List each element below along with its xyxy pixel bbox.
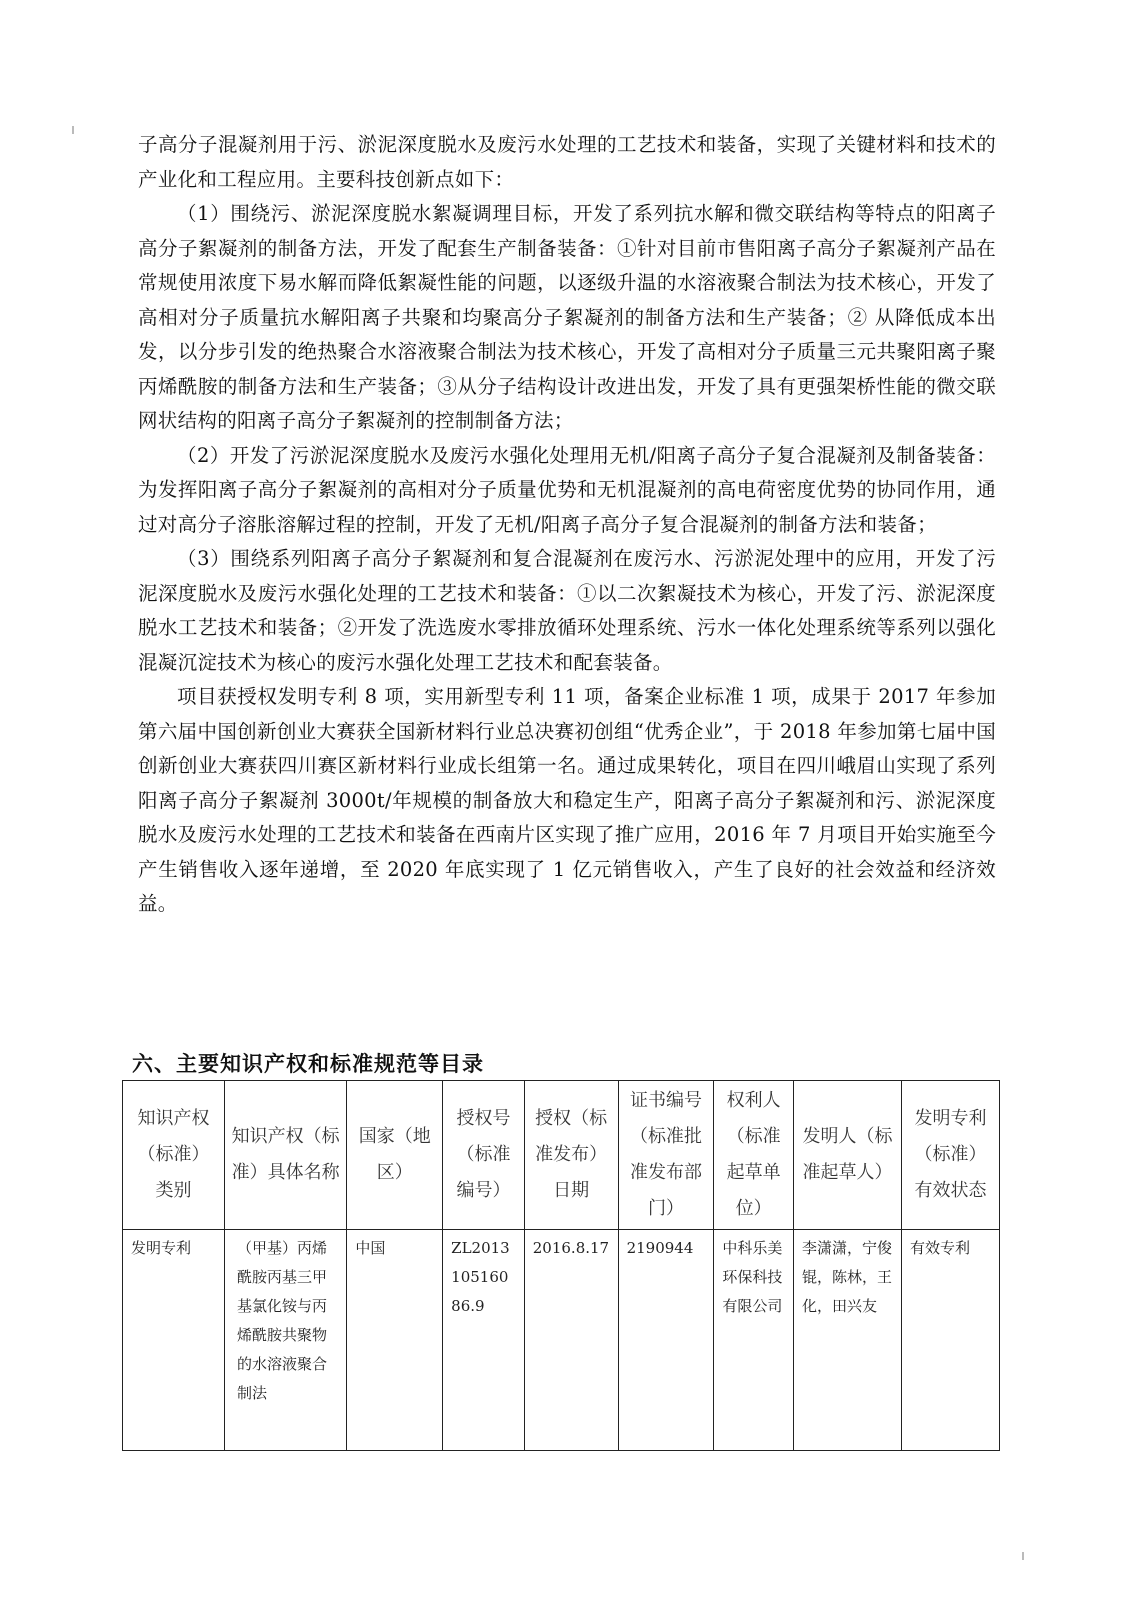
cell-inventors: 李潇潇，宁俊锟，陈林，王化，田兴友 bbox=[793, 1230, 901, 1451]
cell-grant-number: ZL201310516086.9 bbox=[443, 1230, 525, 1451]
scan-mark bbox=[1022, 1552, 1024, 1560]
cell-status: 有效专利 bbox=[902, 1230, 1000, 1451]
cell-right-holder: 中科乐美环保科技有限公司 bbox=[714, 1230, 794, 1451]
header-cell-inventors: 发明人（标准起草人） bbox=[793, 1081, 901, 1230]
section-title: 六、主要知识产权和标准规范等目录 bbox=[132, 1051, 484, 1076]
paragraph-innovation-2: （2）开发了污淤泥深度脱水及废污水强化处理用无机/阳离子高分子复合混凝剂及制备装备：为发挥阳离子高分子絮凝剂的高相对分子质量优势和无机混凝剂的高电荷密度优势的协同作用，通过对高分子溶胀溶解过程的控制，开发了无机/阳离子高分子复合混凝剂的制备方法和装备； bbox=[138, 443, 996, 536]
ip-table bbox=[122, 1080, 1000, 1451]
paragraph-innovation-1: （1）围绕污、淤泥深度脱水絮凝调理目标，开发了系列抗水解和微交联结构等特点的阳离子高分子絮凝剂的制备方法，开发了配套生产制备装备：①针对目前市售阳离子高分子絮凝剂产品在常规使用浓度下易水解而降低絮凝性能的问题，以逐级升温的水溶液聚合制法为技术核心，开发了高相对分子质量抗水解阳离子共聚和均聚高分子絮凝剂的制备方法和生产装备；② 从降低成本出发，以分步引发的绝热聚合水溶液聚合制法为技术核心，开发了高相对分子质量三元共聚阳离子聚丙烯酰胺的制备方法和生产装备；③从分子结构设计改进出发，开发了具有更强架桥性能的微交联网状结构的阳离子高分子絮凝剂的控制制备方法； bbox=[138, 202, 996, 432]
header-cell-certificate-number: 证书编号（标准批准发布部门） bbox=[618, 1081, 714, 1230]
header-cell-category: 知识产权（标准）类别 bbox=[123, 1081, 225, 1230]
header-cell-grant-number: 授权号（标准编号） bbox=[443, 1081, 525, 1230]
header-cell-country: 国家（地区） bbox=[347, 1081, 443, 1230]
cell-certificate-number: 2190944 bbox=[618, 1230, 714, 1451]
scan-mark bbox=[72, 126, 74, 134]
cell-name: （甲基）丙烯酰胺丙基三甲基氯化铵与丙烯酰胺共聚物的水溶液聚合制法 bbox=[224, 1230, 346, 1451]
cell-category: 发明专利 bbox=[123, 1230, 225, 1451]
header-cell-right-holder: 权利人（标准起草单位） bbox=[714, 1081, 794, 1230]
cell-grant-date: 2016.8.17 bbox=[524, 1230, 618, 1451]
header-cell-status: 发明专利（标准）有效状态 bbox=[902, 1081, 1000, 1230]
table-row bbox=[123, 1230, 1000, 1451]
body-text bbox=[138, 128, 996, 922]
paragraph-achievements: 项目获授权发明专利 8 项，实用新型专利 11 项，备案企业标准 1 项，成果于 2017 年参加第六届中国创新创业大赛获全国新材料行业总决赛初创组“优秀企业”，于 2018 年参加第七届中国创新创业大赛获四川赛区新材料行业成长组第一名。通过成果转化，项目在四川峨眉山实现了系列阳离子高分子絮凝剂 3000t/年规模的制备放大和稳定生产，阳离子高分子絮凝剂和污、淤泥深度脱水及废污水处理的工艺技术和装备在西南片区实现了推广应用，2016 年 7 月项目开始实施至今产生销售收入逐年递增，至 2020 年底实现了 1 亿元销售收入，产生了良好的社会效益和经济效益。 bbox=[138, 685, 996, 915]
header-cell-name: 知识产权（标准）具体名称 bbox=[224, 1081, 346, 1230]
paragraph-intro: 子高分子混凝剂用于污、淤泥深度脱水及废污水处理的工艺技术和装备，实现了关键材料和技术的产业化和工程应用。主要科技创新点如下： bbox=[138, 133, 996, 191]
header-cell-grant-date: 授权（标准发布）日期 bbox=[524, 1081, 618, 1230]
table-header-row bbox=[123, 1081, 1000, 1230]
cell-country: 中国 bbox=[347, 1230, 443, 1451]
paragraph-innovation-3: （3）围绕系列阳离子高分子絮凝剂和复合混凝剂在废污水、污淤泥处理中的应用，开发了污泥深度脱水及废污水强化处理的工艺技术和装备：①以二次絮凝技术为核心，开发了污、淤泥深度脱水工艺技术和装备；②开发了洗选废水零排放循环处理系统、污水一体化处理系统等系列以强化混凝沉淀技术为核心的废污水强化处理工艺技术和配套装备。 bbox=[138, 547, 996, 674]
